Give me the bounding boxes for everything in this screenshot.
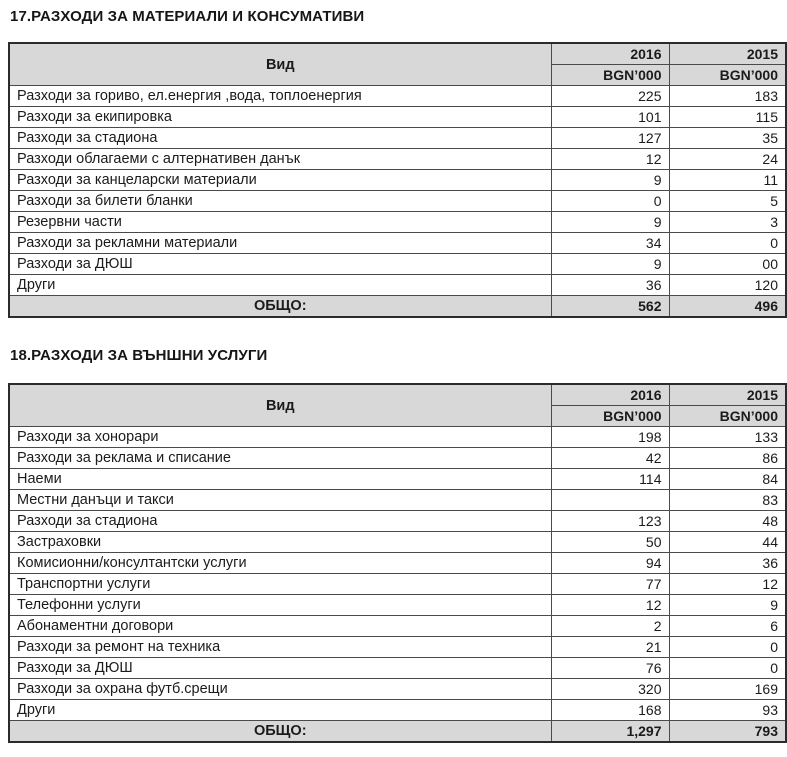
total-value-2016: 562 [551,296,669,318]
value-2015: 86 [669,448,786,469]
value-2015: 3 [669,212,786,233]
table-row [9,511,786,532]
table-footer [9,721,786,743]
table-body [9,427,786,721]
row-label: Разходи за екипировка [9,107,551,128]
value-2016: 42 [551,448,669,469]
table-body [9,86,786,296]
value-2016: 94 [551,553,669,574]
row-label: Местни данъци и такси [9,490,551,511]
value-2015: 183 [669,86,786,107]
total-row [9,721,786,743]
value-2016: 34 [551,233,669,254]
table-footer [9,296,786,318]
value-2015: 11 [669,170,786,191]
table-row [9,658,786,679]
column-header-unit-2015: BGN’000 [669,65,786,86]
value-2015: 9 [669,595,786,616]
value-2016: 127 [551,128,669,149]
value-2016: 12 [551,595,669,616]
materials-expenses-table [8,42,787,318]
row-label: Разходи за охрана футб.срещи [9,679,551,700]
table-row [9,170,786,191]
value-2015: 0 [669,637,786,658]
section-18-title: 18.РАЗХОДИ ЗА ВЪНШНИ УСЛУГИ [10,347,268,364]
value-2015: 115 [669,107,786,128]
value-2015: 169 [669,679,786,700]
value-2015: 24 [669,149,786,170]
row-label: Други [9,700,551,721]
value-2016: 9 [551,170,669,191]
column-header-type: Вид [9,384,551,427]
total-label: ОБЩО: [9,721,551,743]
table-header [9,43,786,86]
value-2016: 77 [551,574,669,595]
value-2016: 114 [551,469,669,490]
table-row [9,427,786,448]
value-2015: 44 [669,532,786,553]
table-row [9,616,786,637]
column-header-year-2015: 2015 [669,43,786,65]
table-row [9,553,786,574]
total-row [9,296,786,318]
value-2015: 83 [669,490,786,511]
table-row [9,532,786,553]
table-row [9,679,786,700]
table-row [9,637,786,658]
column-header-type: Вид [9,43,551,86]
value-2015: 48 [669,511,786,532]
row-label: Други [9,275,551,296]
value-2015: 5 [669,191,786,212]
table-row [9,86,786,107]
row-label: Застраховки [9,532,551,553]
row-label: Разходи за реклама и списание [9,448,551,469]
value-2016: 0 [551,191,669,212]
value-2016: 225 [551,86,669,107]
table-row [9,595,786,616]
value-2015: 133 [669,427,786,448]
value-2016: 123 [551,511,669,532]
external-services-expenses-table [8,383,787,743]
column-header-unit-2016: BGN’000 [551,65,669,86]
table-row [9,233,786,254]
row-label: Разходи за ДЮШ [9,658,551,679]
value-2015: 84 [669,469,786,490]
total-label: ОБЩО: [9,296,551,318]
table-row [9,275,786,296]
row-label: Разходи за канцеларски материали [9,170,551,191]
value-2016: 168 [551,700,669,721]
table-row [9,469,786,490]
row-label: Разходи облагаеми с алтернативен данък [9,149,551,170]
table-row [9,448,786,469]
value-2016: 50 [551,532,669,553]
column-header-unit-2015: BGN’000 [669,406,786,427]
row-label: Разходи за ДЮШ [9,254,551,275]
table-row [9,490,786,511]
row-label: Разходи за рекламни материали [9,233,551,254]
value-2015: 6 [669,616,786,637]
table-row [9,254,786,275]
value-2016: 2 [551,616,669,637]
section-17-title: 17.РАЗХОДИ ЗА МАТЕРИАЛИ И КОНСУМАТИВИ [10,8,365,25]
column-header-unit-2016: BGN’000 [551,406,669,427]
value-2016: 36 [551,275,669,296]
column-header-year-2015: 2015 [669,384,786,406]
row-label: Разходи за гориво, ел.енергия ,вода, топлоенергия [9,86,551,107]
table-row [9,212,786,233]
row-label: Разходи за стадиона [9,128,551,149]
column-header-year-2016: 2016 [551,43,669,65]
row-label: Транспортни услуги [9,574,551,595]
value-2015: 0 [669,658,786,679]
value-2015: 12 [669,574,786,595]
value-2016: 9 [551,212,669,233]
column-header-year-2016: 2016 [551,384,669,406]
row-label: Комисионни/консултантски услуги [9,553,551,574]
row-label: Телефонни услуги [9,595,551,616]
value-2016: 21 [551,637,669,658]
value-2015: 120 [669,275,786,296]
value-2016 [551,490,669,511]
table-row [9,191,786,212]
value-2016: 76 [551,658,669,679]
value-2016: 12 [551,149,669,170]
row-label: Разходи за хонорари [9,427,551,448]
total-value-2016: 1,297 [551,721,669,743]
row-label: Наеми [9,469,551,490]
value-2015: 35 [669,128,786,149]
value-2015: 93 [669,700,786,721]
table-row [9,149,786,170]
table-row [9,700,786,721]
value-2016: 198 [551,427,669,448]
value-2015: 00 [669,254,786,275]
total-value-2015: 496 [669,296,786,318]
row-label: Абонаментни договори [9,616,551,637]
row-label: Разходи за билети бланки [9,191,551,212]
row-label: Разходи за стадиона [9,511,551,532]
table-header [9,384,786,427]
table-row [9,574,786,595]
value-2016: 101 [551,107,669,128]
row-label: Резервни части [9,212,551,233]
value-2016: 9 [551,254,669,275]
row-label: Разходи за ремонт на техника [9,637,551,658]
total-value-2015: 793 [669,721,786,743]
value-2016: 320 [551,679,669,700]
value-2015: 36 [669,553,786,574]
table-row [9,128,786,149]
table-row [9,107,786,128]
value-2015: 0 [669,233,786,254]
